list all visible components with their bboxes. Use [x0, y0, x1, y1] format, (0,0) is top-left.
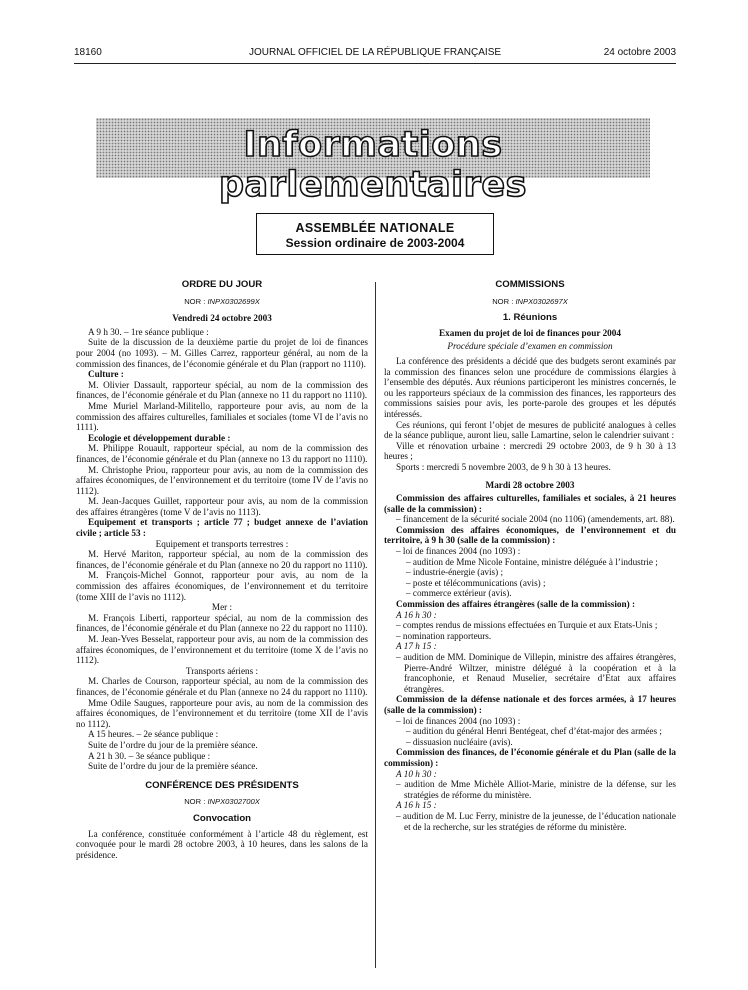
issue-date: 24 octobre 2003 — [603, 47, 676, 58]
procedure-heading: Procédure spéciale d’examen en commission — [447, 341, 613, 352]
commissions-title: COMMISSIONS — [495, 279, 565, 290]
time-label: A 16 h 30 : — [396, 609, 437, 620]
commission-heading: Commission de la défense nationale et des forces armées, à 17 heures (salle de la commission) : — [384, 694, 676, 715]
time-label: A 10 h 30 : — [396, 768, 437, 779]
time-label: A 17 h 15 : — [396, 641, 437, 652]
list-item: – industrie-énergie (avis) ; — [406, 567, 504, 578]
paragraph: Sports : mercredi 5 novembre 2003, de 9 h 30 à 13 heures. — [396, 461, 611, 472]
paragraph: La conférence, constituée conformément à l’article 48 du règlement, est convoquée pour le mardi 28 octobre 2003, à 10 heures, dans les salons de la présidence. — [76, 828, 368, 860]
commission-heading: Commission des finances, de l’économie générale et du Plan (salle de la commission) : — [384, 747, 676, 768]
session-name: Session ordinaire de 2003-2004 — [285, 236, 465, 250]
paragraph: Ces réunions, qui feront l’objet de mesures de publicité analogues à celles de la séance publique, auront lieu, salle Lamartine, selon le calendrier suivant : — [384, 419, 676, 441]
paragraph: Ville et rénovation urbaine : mercredi 29 octobre 2003, de 9 h 30 à 13 heures ; — [384, 440, 676, 462]
list-item: – comptes rendus de missions effectuées en Turquie et aux Etats-Unis ; — [396, 620, 658, 631]
journal-title: JOURNAL OFFICIEL DE LA RÉPUBLIQUE FRANÇAISE — [248, 47, 502, 58]
paragraph: M. Christophe Priou, rapporteur pour avis, au nom de la commission des affaires économiques, de l’environnement et du territoire (tome IV de l’avis no 1112). — [76, 464, 368, 496]
conference-title: CONFÉRENCE DES PRÉSIDENTS — [145, 779, 299, 791]
paragraph: M. Charles de Courson, rapporteur spécial, au nom de la commission des finances, de l’économie générale et du Plan (annexe no 24 du rapport no 1110). — [76, 676, 368, 697]
paragraph: Suite de l’ordre du jour de la première séance. — [88, 761, 258, 772]
list-item: – audition de MM. Dominique de Villepin, ministre des affaires étrangères, Pierre-André Wiltzer, ministre délégué à la coopération et à la francophonie, et Renaud Muselier, secrétaire d’Etat aux affaires étrangères. — [396, 652, 676, 694]
paragraph: Suite de l’ordre du jour de la première séance. — [88, 739, 258, 750]
subheading: Transports aériens : — [185, 665, 259, 676]
list-item: – loi de finances 2004 (no 1093) : — [396, 715, 521, 726]
time-label: A 16 h 15 : — [396, 800, 437, 811]
ordre-title: ORDRE DU JOUR — [181, 279, 263, 290]
nor-code: INPX0302697X — [515, 296, 568, 306]
convocation-heading: Convocation — [192, 812, 252, 824]
nor-label: NOR : — [184, 797, 206, 807]
day-heading: Mardi 28 octobre 2003 — [485, 479, 575, 490]
banner-title: Informations parlementaires — [219, 125, 527, 205]
paragraph: M. Philippe Rouault, rapporteur spécial, au nom de la commission des finances, de l’économie générale et du Plan (annexe no 13 du rapport no 1110). — [76, 443, 368, 464]
list-item: – audition du général Henri Bentégeat, chef d’état-major des armées ; — [406, 726, 662, 737]
list-item: – dissuasion nucléaire (avis). — [406, 736, 513, 747]
page-number: 18160 — [74, 47, 102, 58]
commission-heading: Commission des affaires économiques, de l’environnement et du territoire, à 9 h 30 (salle de la commission) : — [384, 524, 676, 546]
assembly-name: ASSEMBLÉE NATIONALE — [295, 221, 455, 235]
paragraph: A 21 h 30. – 3e séance publique : — [88, 750, 211, 761]
list-item: – commerce extérieur (avis). — [406, 588, 512, 599]
list-item: – audition de Mme Nicole Fontaine, ministre déléguée à l’industrie ; — [406, 556, 658, 567]
paragraph: A 9 h 30. – 1re séance publique : — [88, 326, 209, 337]
subheading: Culture : — [88, 369, 124, 380]
subheading: Mer : — [211, 602, 233, 613]
subheading: Equipement et transports terrestres : — [155, 538, 289, 549]
examen-heading: Examen du projet de loi de finances pour 2004 — [439, 327, 621, 338]
paragraph: La conférence des présidents a décidé que des budgets seront examinés par la commission des finances selon une procédure de commissions élargies à l’ensemble des députés. Aux réunions participeront les ministres concernés, le ou les rapporteurs spéciaux de la commission des finances, les rapporteurs des commissions saisies pour avis, les porte-parole des groupes et les députés intéressés. — [384, 355, 676, 419]
paragraph: M. Hervé Mariton, rapporteur spécial, au nom de la commission des finances, de l’économie générale et du Plan (annexe no 20 du rapport no 1110). — [76, 549, 368, 570]
list-item: – poste et télécommunications (avis) ; — [406, 577, 546, 588]
paragraph: Mme Muriel Marland-Militello, rapporteure pour avis, au nom de la commission des affaires culturelles, familiales et sociales (tome VI de l’avis no 1111). — [76, 400, 368, 433]
paragraph: M. Olivier Dassault, rapporteur spécial, au nom de la commission des finances, de l’économie générale et du Plan (annexe no 11 du rapport no 1110). — [76, 379, 368, 401]
commission-heading: Commission des affaires étrangères (salle de la commission) : — [396, 599, 636, 610]
list-item: – audition de Mme Michèle Alliot-Marie, ministre de la défense, sur les stratégies de réforme du ministère. — [396, 779, 676, 800]
left-column — [76, 280, 368, 860]
list-item: – loi de finances 2004 (no 1093) : — [396, 546, 521, 557]
day-heading: Vendredi 24 octobre 2003 — [172, 313, 272, 324]
paragraph: M. Jean-Yves Besselat, rapporteur pour avis, au nom de la commission des affaires économiques, de l’environnement et du territoire (tome X de l’avis no 1112). — [76, 634, 368, 666]
subheading: Ecologie et développement durable : — [88, 432, 231, 443]
paragraph: M. François-Michel Gonnot, rapporteur pour avis, au nom de la commission des affaires économiques, de l’environnement et du territoire (tome XIII de l’avis no 1112). — [76, 570, 368, 602]
nor-label: NOR : — [184, 296, 206, 306]
nor-code: INPX0302699X — [207, 296, 260, 306]
right-column — [384, 280, 676, 832]
column-divider — [375, 282, 376, 968]
nor-label: NOR : — [492, 296, 514, 306]
commission-heading: Commission des affaires culturelles, familiales et sociales, à 21 heures (salle de la commission) : — [384, 493, 676, 514]
paragraph: A 15 heures. – 2e séance publique : — [88, 729, 219, 740]
paragraph: M. François Liberti, rapporteur spécial, au nom de la commission des finances, de l’économie générale et du Plan (annexe no 22 du rapport no 1110). — [76, 612, 368, 634]
assembly-box — [256, 213, 494, 255]
commissions-nor — [384, 297, 676, 308]
page-header — [74, 47, 676, 63]
ordre-nor — [76, 297, 368, 308]
nor-code: INPX0302700X — [207, 797, 260, 807]
conference-nor — [76, 797, 368, 808]
paragraph: M. Jean-Jacques Guillet, rapporteur pour avis, au nom de la commission des affaires étrangères (tome V de l’avis no 1113). — [76, 496, 368, 517]
list-item: – financement de la sécurité sociale 2004 (no 1106) (amendements, art. 88). — [396, 514, 675, 525]
list-item: – nomination rapporteurs. — [396, 630, 492, 641]
header-rule — [74, 63, 676, 64]
list-item: – audition de M. Luc Ferry, ministre de la jeunesse, de l’éducation nationale et de la recherche, sur les stratégies de réforme du ministère. — [396, 810, 676, 832]
reunions-heading: 1. Réunions — [502, 312, 558, 324]
paragraph: Mme Odile Saugues, rapporteure pour avis, au nom de la commission des affaires économiques, de l’environnement et du territoire (tome XII de l’avis no 1112). — [76, 697, 368, 729]
paragraph: Suite de la discussion de la deuxième partie du projet de loi de finances pour 2004 (no 1093). – M. Gilles Carrez, rapporteur général, au nom de la commission des finances, de l’économie générale et du Plan (rapport no 1110). — [76, 337, 368, 369]
subheading: Equipement et transports ; article 77 ; budget annexe de l’aviation civile ; article 53 : — [76, 517, 368, 539]
